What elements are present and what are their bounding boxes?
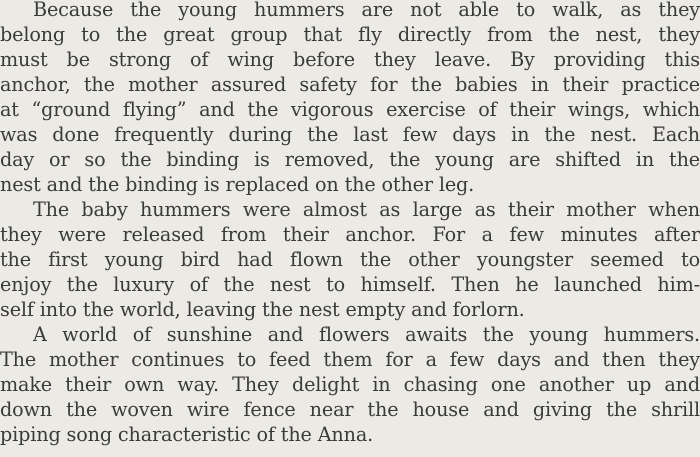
paragraph-1-line-4: anchor, the mother assured safety for the babies in their practice <box>0 73 700 96</box>
paragraph-3-line-1: A world of sunshine and flowers awaits the young hummers. <box>33 323 700 346</box>
paragraph-1-line-1: Because the young hummers are not able to walk, as they <box>33 0 700 21</box>
paragraph-3-line-3: make their own way. They delight in chasing one another up and <box>0 373 700 396</box>
paragraph-2-line-2: they were released from their anchor. For a few minutes after <box>0 223 700 246</box>
paragraph-1-line-7: day or so the binding is removed, the young are shifted in the <box>0 148 700 171</box>
paragraph-3-line-2: The mother continues to feed them for a few days and then they <box>0 348 700 371</box>
paragraph-1-line-5: at “ground flying” and the vigorous exercise of their wings, which <box>0 98 700 121</box>
paragraph-3-line-5: piping song characteristic of the Anna. <box>0 423 374 446</box>
paragraph-1-line-6: was done frequently during the last few days in the nest. Each <box>0 123 700 146</box>
paragraph-1-line-2: belong to the great group that fly directly from the nest, they <box>0 23 700 46</box>
paragraph-1-line-8: nest and the binding is replaced on the other leg. <box>0 173 475 196</box>
paragraph-2-line-5: self into the world, leaving the nest empty and forlorn. <box>0 298 525 321</box>
paragraph-2-line-1: The baby hummers were almost as large as their mother when <box>33 198 700 221</box>
paragraph-2-line-4: enjoy the luxury of the nest to himself. Then he launched him- <box>0 273 700 296</box>
paragraph-3-line-4: down the woven wire fence near the house and giving the shrill <box>0 398 700 421</box>
paragraph-2-line-3: the first young bird had flown the other youngster seemed to <box>0 248 700 271</box>
paragraph-1-line-3: must be strong of wing before they leave. By providing this <box>0 48 700 71</box>
